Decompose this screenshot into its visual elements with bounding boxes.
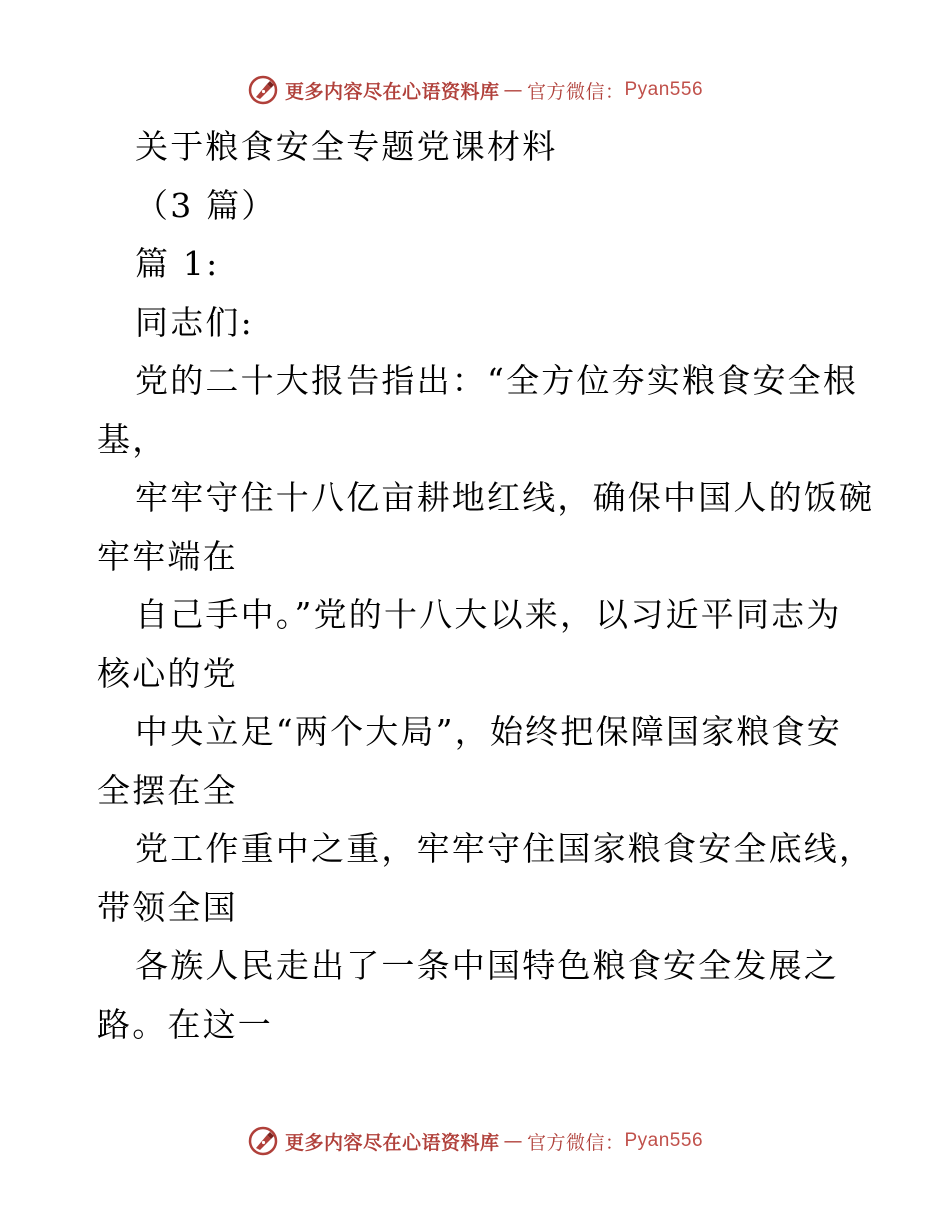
watermark-id: Pyan556 <box>624 1130 704 1151</box>
footer-watermark <box>0 1121 950 1161</box>
paragraph-line: 中央立足“两个大局”，始终把保障国家粮食安 <box>135 712 842 751</box>
paragraph-line: 党的二十大报告指出：“全方位夯实粮食安全根 <box>135 361 859 400</box>
watermark-id: Pyan556 <box>624 79 704 100</box>
paragraph-line: 带领全国 <box>97 888 238 927</box>
paragraph-line: 核心的党 <box>97 654 238 693</box>
paragraph-line: 全摆在全 <box>97 771 238 810</box>
watermark-label: 官方微信： <box>526 1131 625 1154</box>
watermark-separator: — <box>503 79 523 101</box>
document-title: 关于粮食安全专题党课材料 <box>135 127 558 166</box>
paragraph-line: 牢牢端在 <box>97 537 238 576</box>
pen-nib-icon <box>247 1125 279 1157</box>
paragraph-line: 路。在这一 <box>97 1005 273 1044</box>
watermark-separator: — <box>503 1130 523 1152</box>
paragraph-line: 基， <box>97 420 168 459</box>
header-watermark <box>0 70 950 110</box>
section-heading: 篇 1: <box>135 244 220 283</box>
document-subtitle: （3 篇） <box>135 186 277 225</box>
salutation: 同志们: <box>135 303 254 342</box>
watermark-label: 官方微信： <box>526 80 625 103</box>
paragraph-line: 各族人民走出了一条中国特色粮食安全发展之 <box>135 946 839 985</box>
watermark-text: 更多内容尽在心语资料库 <box>284 1131 500 1154</box>
paragraph-line: 牢牢守住十八亿亩耕地红线，确保中国人的饭碗 <box>135 478 875 517</box>
paragraph-line: 党工作重中之重，牢牢守住国家粮食安全底线， <box>135 829 875 868</box>
pen-nib-icon <box>247 74 279 106</box>
watermark-text: 更多内容尽在心语资料库 <box>284 80 500 103</box>
paragraph-line: 自己手中。”党的十八大以来，以习近平同志为 <box>135 595 842 634</box>
